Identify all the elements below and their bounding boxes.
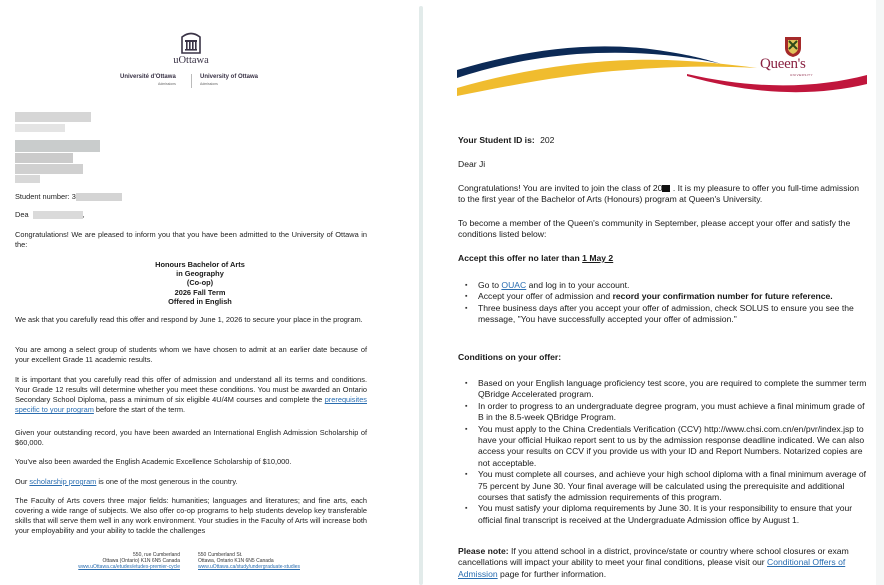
- step-item: [478, 280, 868, 291]
- step-item: [478, 303, 868, 326]
- building-icon: [180, 30, 202, 54]
- student-number: [15, 192, 367, 202]
- footer-fr-link[interactable]: www.uOttawa.ca/etudes/etudes-premier-cycle: [78, 564, 180, 570]
- admissions-sub-en: Admissions: [200, 82, 218, 86]
- conditions-paragraph: [15, 375, 367, 415]
- intro-paragraph: Congratulations! We are pleased to inform you that you have been admitted to the University of Ottawa in the:: [15, 230, 367, 250]
- uottawa-logo: [118, 28, 278, 98]
- select-group-paragraph: You are among a select group of students whom we have chosen to admit at an earlier date because of your excellent Grade 11 academic results.: [15, 345, 367, 365]
- scholarship-program-link[interactable]: scholarship program: [29, 477, 97, 486]
- admissions-sub-fr: Admissions: [158, 82, 176, 86]
- queens-crest-icon: [784, 36, 802, 58]
- ouac-link[interactable]: OUAC: [501, 280, 527, 290]
- program-line: 2026 Fall Term: [174, 287, 226, 297]
- footer-fr-line1: 550, rue Cumberland: [133, 552, 180, 558]
- redacted-name: [33, 211, 83, 219]
- scholarship-text-end: is one of the most generous in the country.: [96, 477, 238, 486]
- footer-fr-line2: Ottawa (Ontario) K1N 6N5 Canada: [102, 558, 180, 564]
- excellence-scholarship-paragraph: You've also been awarded the English Academic Excellence Scholarship of $10,000.: [15, 457, 292, 466]
- salutation-text: Dea: [15, 210, 29, 219]
- condition-item: ▪ In order to progress to an undergraduate degree program, you must achieve a final minimum grade of B in the 8.5-week QBridge Program.: [478, 401, 868, 424]
- uottawa-wordmark: uOttawa: [173, 55, 209, 66]
- queens-wordmark: Queen's: [760, 56, 806, 72]
- conditions-heading: [458, 352, 868, 363]
- queens-wordmark-sub: UNIVERSITY: [790, 73, 814, 77]
- salutation: [15, 210, 367, 220]
- step-bold-text: record your confirmation number for future reference.: [612, 291, 833, 302]
- student-id-label: Your Student ID is:: [458, 135, 535, 145]
- intl-scholarship-paragraph: Given your outstanding record, you have been awarded an International English Admission Scholarship of $60,000.: [15, 428, 367, 448]
- step-text: Three business days after you accept your offer of admission, check SOLUS to ensure you see the message, "You have successfully accepted your offer of admission.": [478, 302, 854, 325]
- conditions-list: [458, 378, 868, 526]
- step-text: Go to: [478, 280, 502, 290]
- please-note-text-end: page for further information.: [497, 568, 607, 579]
- scholarship-program-paragraph: [15, 477, 367, 487]
- prerequisites-link[interactable]: prerequisites specific to your program: [15, 395, 367, 415]
- redacted-student-number: [76, 193, 122, 201]
- step-item: [478, 291, 868, 302]
- footer-en-line1: 550 Cumberland St.: [198, 552, 243, 558]
- faculty-paragraph: The Faculty of Arts covers three major fields: humanities; languages and literatures; and fine arts, each covering a wide range of subjects. We also offer co-op programs to help students develop key transferable skills that will serve them well in any work environment. Your studies in the Faculty of Arts will increase both your employability and your ability to tackle the challenges: [15, 496, 367, 536]
- program-line: Offered in English: [168, 296, 232, 306]
- university-name-fr: Université d'Ottawa: [120, 74, 176, 80]
- condition-item: ▪ Based on your English language proficiency test score, you are required to complete the summer term QBridge Accelerated program.: [478, 378, 868, 401]
- conditions-heading-text: Conditions on your offer:: [458, 352, 562, 362]
- program-line: in Geography: [176, 269, 224, 279]
- program-block: [0, 260, 400, 306]
- accept-deadline-date: 1 May 2: [582, 253, 614, 263]
- please-note-paragraph: [458, 546, 868, 580]
- accept-deadline: [458, 253, 868, 264]
- conditions-text-end: before the start of the term.: [93, 405, 186, 415]
- conditions-text: It is important that you carefully read this offer of admission and understand all its terms and conditions. Your Grade 12 results will determine whether you meet these conditions. You must be awarded an Ontario Secondary School Diploma, pass a minimum of six eligible 4U/4M courses and complete the: [15, 375, 367, 405]
- page-edge: [876, 0, 884, 585]
- respond-paragraph: We ask that you carefully read this offer and respond by June 1, 2026 to secure your place in the program.: [15, 315, 363, 324]
- footer-address-fr: [60, 552, 180, 570]
- footer-en-link[interactable]: www.uOttawa.ca/study/undergraduate-studies: [198, 564, 300, 570]
- acceptance-steps: [458, 280, 868, 326]
- please-note-label: Please note:: [458, 546, 509, 556]
- condition-item: ▪ You must satisfy your diploma requirements by June 30. It is your responsibility to ensure that your official final transcript is received at the Undergraduate Admission office by August 1.: [478, 503, 868, 526]
- student-id: [458, 135, 868, 146]
- conditional-offers-link[interactable]: Conditional Offers of Admission: [458, 557, 846, 579]
- footer-address-en: [198, 552, 338, 570]
- salutation-comma: ,: [82, 210, 85, 219]
- university-name-en: University of Ottawa: [200, 74, 259, 80]
- logo-separator: [191, 74, 192, 88]
- congrats-text-end: . It is my pleasure to offer you full-time admission to the first year of the Bachelor of Arts (Honours) program at Queen's University.: [458, 183, 859, 205]
- condition-item: ▪ You must apply to the China Credentials Verification (CCV) http://www.chsi.com.cn/en/pvr/index.jsp to have your official Huikao report sent to us by the admission response deadline indicated. We can also access your results on CCV if you provide us with your ID and Report Numbers. Notarized copies are not acceptable.: [478, 424, 868, 470]
- program-line: Honours Bachelor of Arts: [155, 260, 245, 269]
- student-number-label: Student number: 3: [15, 192, 76, 201]
- footer-en-line2: Ottawa, Ontario K1N 6N5 Canada: [198, 558, 274, 564]
- uottawa-letter-page: [0, 0, 400, 585]
- queens-salutation: Dear Ji: [458, 159, 486, 169]
- please-note-text: If you attend school in a district, province/state or country where school closures or exam cancellations will impact your ability to meet your final conditions, please visit our: [458, 546, 849, 568]
- congrats-text: Congratulations! You are invited to join the class of 20: [458, 183, 663, 193]
- become-member-paragraph: To become a member of the Queen's community in September, please accept your offer and satisfy the conditions listed below:: [458, 218, 851, 240]
- page-divider: [419, 6, 423, 585]
- scholarship-text: Our: [15, 477, 30, 486]
- step-text: Accept your offer of admission and: [478, 291, 613, 302]
- step-text-end: and log in to your account.: [526, 280, 630, 290]
- student-id-value: 202: [540, 135, 555, 145]
- program-line: (Co-op): [186, 278, 214, 288]
- condition-item: ▪ You must complete all courses, and achieve your high school diploma with a final minimum average of 75 percent by June 30. Your final average will be calculated using the prerequisite and additional courses that satisfy the admission requirements of this program.: [478, 469, 868, 503]
- accept-deadline-label: Accept this offer no later than: [458, 253, 583, 263]
- queens-congrats-paragraph: [458, 183, 868, 206]
